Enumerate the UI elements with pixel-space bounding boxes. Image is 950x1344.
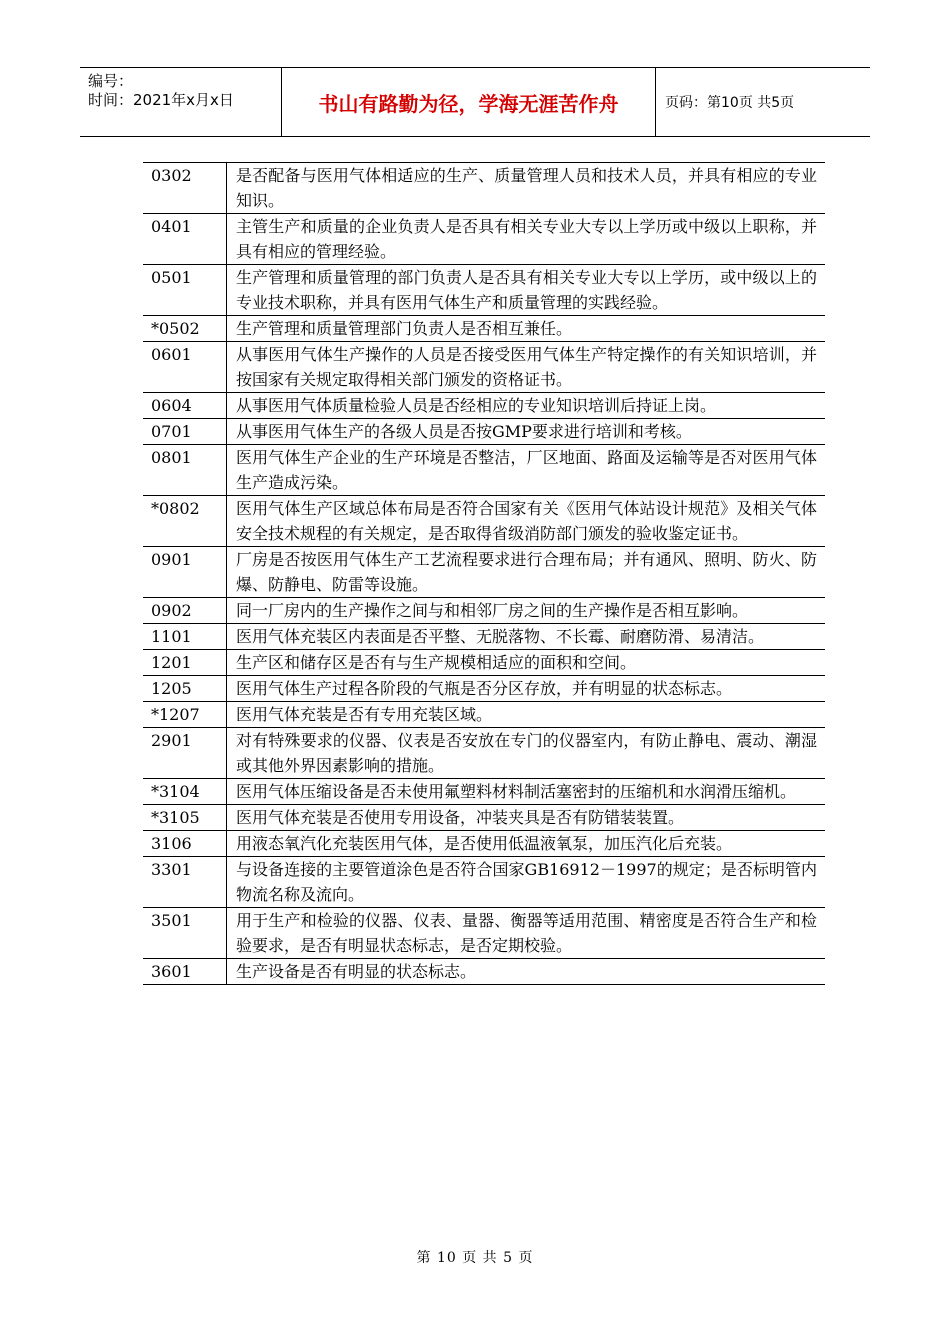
item-description: 厂房是否按医用气体生产工艺流程要求进行合理布局；并有通风、照明、防火、防爆、防静电、防雷等设施。 [236,550,817,594]
table-row [143,624,825,650]
table-row [143,702,825,728]
item-description: 同一厂房内的生产操作之间与和相邻厂房之间的生产操作是否相互影响。 [236,601,749,620]
item-code: 3301 [143,857,227,908]
item-description: 从事医用气体生产操作的人员是否接受医用气体生产特定操作的有关知识培训，并按国家有关规定取得相关部门颁发的资格证书。 [236,345,817,389]
item-description: 从事医用气体质量检验人员是否经相应的专业知识培训后持证上岗。 [236,396,717,415]
item-description: 医用气体生产区域总体布局是否符合国家有关《医用气体站设计规范》及相关气体安全技术规程的有关规定，是否取得省级消防部门颁发的验收鉴定证书。 [236,499,817,543]
item-code: *1207 [143,702,227,728]
item-description: 医用气体压缩设备是否未使用氟塑料材料制活塞密封的压缩机和水润滑压缩机。 [236,782,797,801]
item-code: 3601 [143,959,227,985]
table-row [143,419,825,445]
item-code: 0401 [143,214,227,265]
checklist-table [143,162,825,985]
item-code: 0601 [143,342,227,393]
table-row [143,959,825,985]
item-description: 主管生产和质量的企业负责人是否具有相关专业大专以上学历或中级以上职称，并具有相应的管理经验。 [236,217,817,261]
table-row [143,163,825,214]
table-row [143,342,825,393]
table-row [143,445,825,496]
item-description: 生产区和储存区是否有与生产规模相适应的面积和空间。 [236,653,637,672]
table-row [143,265,825,316]
item-code: *3105 [143,805,227,831]
item-code: 2901 [143,728,227,779]
item-code: 0901 [143,547,227,598]
table-row [143,857,825,908]
item-description: 用于生产和检验的仪器、仪表、量器、衡器等适用范围、精密度是否符合生产和检验要求，是否有明显状态标志，是否定期校验。 [236,911,817,955]
item-code: 0701 [143,419,227,445]
table-row [143,676,825,702]
item-code: 1205 [143,676,227,702]
table-row [143,547,825,598]
item-code: 0604 [143,393,227,419]
header-page-info: 页码：第10页 共5页 [665,95,795,111]
item-code: *0802 [143,496,227,547]
item-description: 生产管理和质量管理的部门负责人是否具有相关专业大专以上学历，或中级以上的专业技术职称，并具有医用气体生产和质量管理的实践经验。 [236,268,817,312]
table-row [143,908,825,959]
page-footer: 第 10 页 共 5 页 [416,1250,534,1266]
item-description: 医用气体充装是否有专用充装区域。 [236,705,493,724]
table-row [143,779,825,805]
item-description: 用液态氧汽化充装医用气体，是否使用低温液氧泵，加压汽化后充装。 [236,834,733,853]
item-code: 0801 [143,445,227,496]
document-number-label: 编号： [88,72,134,90]
item-description: 是否配备与医用气体相适应的生产、质量管理人员和技术人员，并具有相应的专业知识。 [236,166,817,210]
table-row [143,728,825,779]
item-code: *0502 [143,316,227,342]
table-row [143,598,825,624]
header-meta [80,68,281,136]
table-row [143,393,825,419]
item-code: 0302 [143,163,227,214]
item-description: 对有特殊要求的仪器、仪表是否安放在专门的仪器室内，有防止静电、震动、潮湿或其他外界因素影响的措施。 [236,731,817,775]
item-code: 0902 [143,598,227,624]
table-row [143,650,825,676]
table-row [143,831,825,857]
item-code: *3104 [143,779,227,805]
item-code: 0501 [143,265,227,316]
item-code: 1101 [143,624,227,650]
item-code: 1201 [143,650,227,676]
item-description: 生产管理和质量管理部门负责人是否相互兼任。 [236,319,573,338]
table-row [143,496,825,547]
table-row [143,316,825,342]
item-code: 3501 [143,908,227,959]
item-code: 3106 [143,831,227,857]
item-description: 与设备连接的主要管道涂色是否符合国家GB16912－1997的规定；是否标明管内物流名称及流向。 [236,860,817,904]
item-description: 医用气体生产企业的生产环境是否整洁，厂区地面、路面及运输等是否对医用气体生产造成污染。 [236,448,817,492]
item-description: 生产设备是否有明显的状态标志。 [236,962,477,981]
page-header [80,67,870,137]
item-description: 医用气体充装区内表面是否平整、无脱落物、不长霉、耐磨防滑、易清洁。 [236,627,765,646]
item-description: 医用气体生产过程各阶段的气瓶是否分区存放，并有明显的状态标志。 [236,679,733,698]
checklist-table-body [143,163,825,985]
header-motto: 书山有路勤为径，学海无涯苦作舟 [281,68,656,136]
table-row [143,805,825,831]
item-description: 医用气体充装是否使用专用设备，冲装夹具是否有防错装装置。 [236,808,685,827]
document-time-label: 时间：2021年x月x日 [88,91,234,109]
item-description: 从事医用气体生产的各级人员是否按GMP要求进行培训和考核。 [236,422,692,441]
table-row [143,214,825,265]
